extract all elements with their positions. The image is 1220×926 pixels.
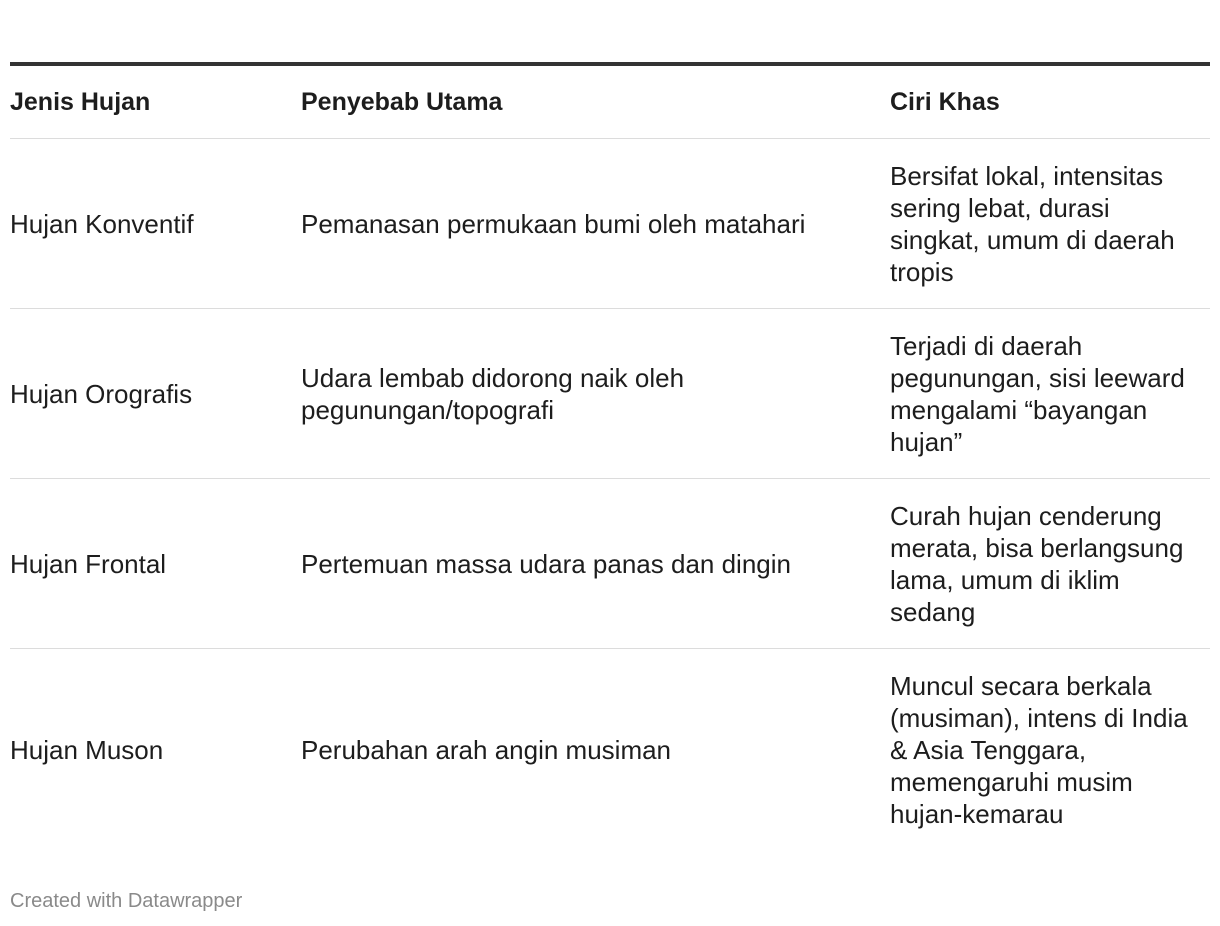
cell-ciri-khas	[890, 309, 1210, 479]
table-row	[10, 479, 1210, 649]
table-row	[10, 309, 1210, 479]
cell-penyebab-utama	[301, 309, 890, 479]
data-table-container	[10, 62, 1210, 851]
cell-jenis-hujan	[10, 139, 301, 309]
cell-text: Muncul secara berkala (musiman), intens di India & Asia Tenggara, memengaruhi musim hujan-kemarau	[890, 671, 1188, 829]
cell-text: Perubahan arah angin musiman	[301, 735, 672, 765]
cell-jenis-hujan	[10, 309, 301, 479]
header-row	[10, 66, 1210, 139]
cell-text: Bersifat lokal, intensitas sering lebat, durasi singkat, umum di daerah tropis	[890, 160, 1175, 287]
header-penyebab-utama: Penyebab Utama	[301, 66, 890, 139]
cell-text: Curah hujan cenderung merata, bisa berlangsung lama, umum di iklim sedang	[890, 500, 1184, 627]
cell-ciri-khas	[890, 479, 1210, 649]
table-header	[10, 66, 1210, 139]
cell-ciri-khas	[890, 139, 1210, 309]
header-jenis-hujan: Jenis Hujan	[10, 66, 301, 139]
cell-text: Hujan Konventif	[10, 208, 194, 239]
cell-ciri-khas	[890, 649, 1210, 852]
cell-penyebab-utama	[301, 139, 890, 309]
table-body	[10, 139, 1210, 852]
header-ciri-khas: Ciri Khas	[890, 66, 1210, 139]
cell-text: Pertemuan massa udara panas dan dingin	[301, 548, 791, 579]
cell-text: Hujan Muson	[10, 735, 164, 765]
cell-jenis-hujan	[10, 479, 301, 649]
cell-text: Udara lembab didorong naik oleh pegunungan/topografi	[301, 362, 685, 425]
cell-jenis-hujan	[10, 649, 301, 852]
table-row	[10, 139, 1210, 309]
cell-text: Terjadi di daerah pegunungan, sisi leeward mengalami “bayangan hujan”	[890, 330, 1185, 457]
cell-penyebab-utama	[301, 479, 890, 649]
cell-text: Hujan Orografis	[10, 378, 193, 409]
cell-text: Hujan Frontal	[10, 548, 167, 579]
cell-text: Pemanasan permukaan bumi oleh matahari	[301, 208, 806, 239]
cell-penyebab-utama	[301, 649, 890, 852]
table-row	[10, 649, 1210, 852]
data-table	[10, 66, 1210, 851]
footer-credit: Created with Datawrapper	[10, 890, 243, 912]
